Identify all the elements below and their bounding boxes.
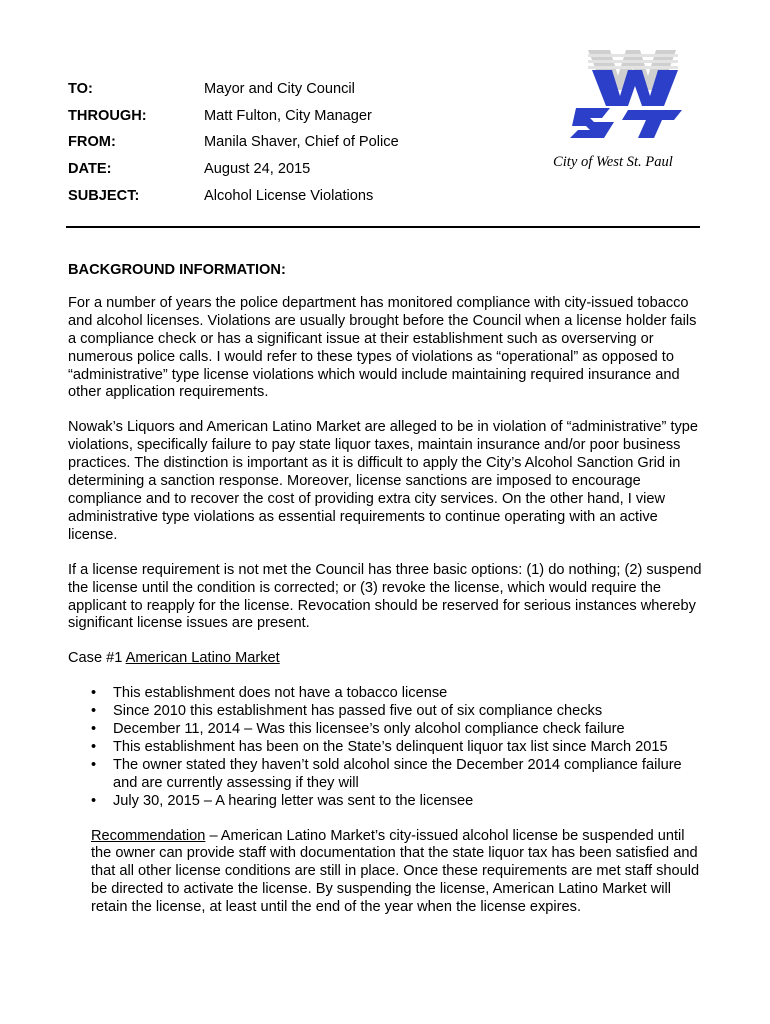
case-heading bbox=[68, 650, 708, 668]
case-prefix: Case #1 bbox=[68, 650, 126, 667]
list-item: • This establishment does not have a tobacco license bbox=[113, 685, 708, 703]
memo-to-value: Mayor and City Council bbox=[204, 81, 355, 98]
memo-subject-row bbox=[68, 182, 548, 209]
memo-body bbox=[68, 262, 708, 934]
paragraph-3: If a license requirement is not met the Council has three basic options: (1) do nothing; (2) suspend the license until the condition is corrected; or (3) revoke the license, which would require the applicant to reapply for the license. Revocation should be reserved for serious instances whereby significant license issues are present. bbox=[68, 561, 702, 632]
memo-from-label: FROM: bbox=[68, 134, 116, 151]
memo-through-label: THROUGH: bbox=[68, 107, 147, 124]
paragraph-2: Nowak’s Liquors and American Latino Market are alleged to be in violation of “administrative” type violations, specifically failure to pay state liquor taxes, maintain insurance and/or poor business practices. The distinction is important as it is difficult to apply the City’s Alcohol Sanction Grid in determining a sanction response. Moreover, license sanctions are imposed to encourage compliance and to recover the cost of providing extra city services. On the other hand, I view administrative type violations as essential requirements to continue operating with an active license. bbox=[68, 419, 699, 543]
memo-date-label: DATE: bbox=[68, 161, 112, 178]
recommendation bbox=[91, 828, 708, 918]
paragraph-1: For a number of years the police department has monitored compliance with city-issued tobacco and alcohol licenses. Violations are usually brought before the Council when a license holder fails a compliance check or has a significant issue at their establishment such as overserving or numerous police calls. I would refer to these types of violations as “operational” as opposed to “administrative” type license violations which would include maintaining required insurance and other application requirements. bbox=[68, 294, 697, 401]
memo-subject-value: Alcohol License Violations bbox=[204, 187, 374, 204]
list-item: • Since 2010 this establishment has passed five out of six compliance checks bbox=[113, 703, 708, 721]
list-item: • The owner stated they haven’t sold alcohol since the December 2014 compliance failure and are currently assessing if they will bbox=[113, 757, 708, 793]
recommendation-label: Recommendation bbox=[91, 827, 206, 844]
memo-date-row bbox=[68, 156, 548, 183]
recommendation-text: – American Latino Market’s city-issued alcohol license be suspended until the owner can provide staff with documentation that the state liquor tax has been satisfied and that all other license conditions are still in place. Once these requirements are met staff should be directed to activate the license. By suspending the license, American Latino Market will retain the license, at least until the end of the year when the license expires. bbox=[91, 827, 700, 916]
memo-subject-label: SUBJECT: bbox=[68, 187, 140, 204]
list-item: • December 11, 2014 – Was this licensee’s only alcohol compliance check failure bbox=[113, 721, 708, 739]
header-divider bbox=[66, 226, 700, 228]
memo-to-label: TO: bbox=[68, 81, 93, 98]
memo-through-value: Matt Fulton, City Manager bbox=[204, 107, 372, 124]
memo-from-value: Manila Shaver, Chief of Police bbox=[204, 134, 399, 151]
memo-through-row bbox=[68, 103, 548, 130]
list-item: • This establishment has been on the State’s delinquent liquor tax list since March 2015 bbox=[113, 739, 708, 757]
city-caption: City of West St. Paul bbox=[553, 154, 673, 170]
memo-date-value: August 24, 2015 bbox=[204, 161, 311, 178]
section-title: BACKGROUND INFORMATION: bbox=[68, 262, 286, 278]
memo-from-row bbox=[68, 129, 548, 156]
case-bullet-list bbox=[68, 685, 708, 810]
memo-to-row bbox=[68, 76, 548, 103]
ws-logo-icon bbox=[570, 46, 690, 138]
memo-header bbox=[68, 76, 548, 209]
list-item: • July 30, 2015 – A hearing letter was sent to the licensee bbox=[113, 793, 708, 811]
case-name: American Latino Market bbox=[125, 650, 280, 667]
